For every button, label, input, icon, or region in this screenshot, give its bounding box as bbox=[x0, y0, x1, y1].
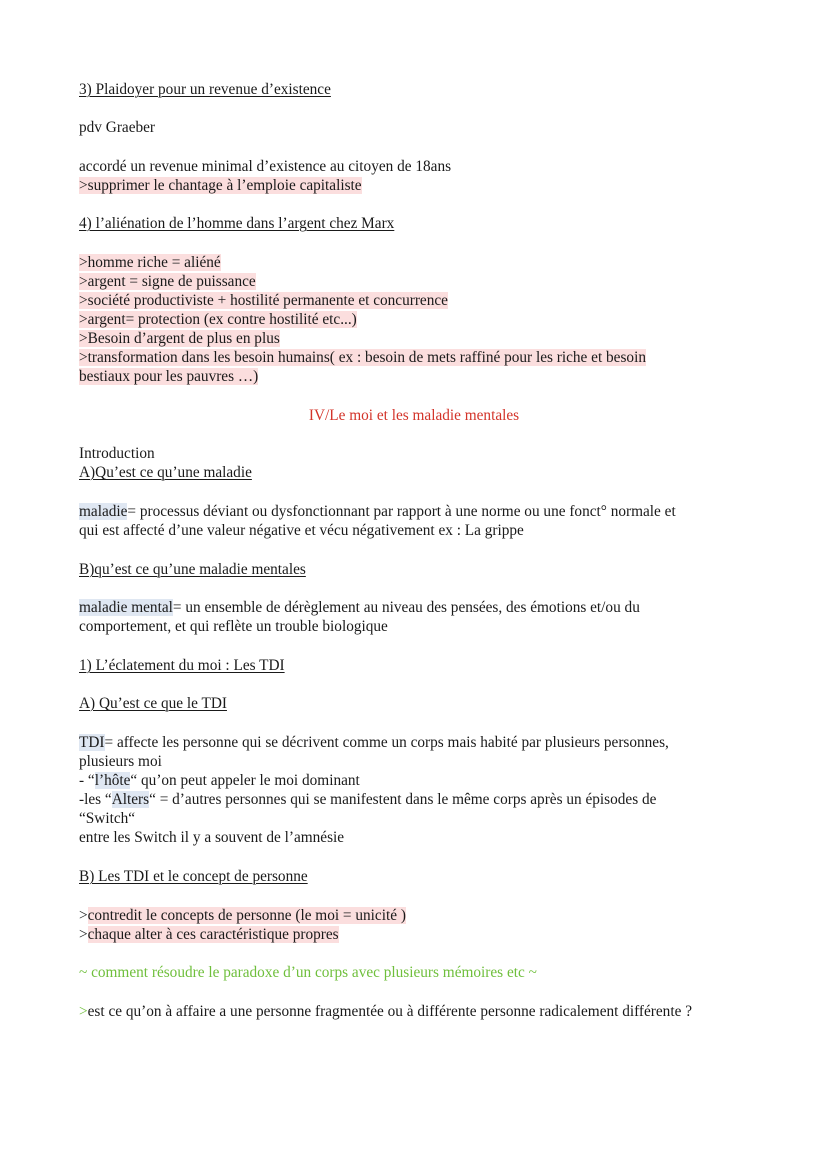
section-4-heading: 4) l’aliénation de l’homme dans l’argent chez Marx bbox=[79, 215, 395, 232]
term-highlight: Alters bbox=[111, 791, 150, 808]
highlight: >argent= protection (ex contre hostilité etc...) bbox=[79, 311, 357, 328]
text: > bbox=[79, 926, 88, 943]
highlight: >transformation dans les besoin humains( ex : besoin de mets raffiné pour les riche et besoin bbox=[79, 349, 646, 366]
term-highlight: maladie bbox=[79, 503, 128, 520]
highlight: contredit le concepts de personne (le moi = unicité ) bbox=[87, 907, 406, 924]
highlight: >Besoin d’argent de plus en plus bbox=[79, 330, 280, 347]
marx-line-4 bbox=[79, 310, 357, 329]
tdi-def-line-1 bbox=[79, 733, 669, 752]
marx-line-2 bbox=[79, 272, 256, 291]
revenue-line: accordé un revenue minimal d’existence au citoyen de 18ans bbox=[79, 158, 452, 175]
marx-line-6 bbox=[79, 348, 646, 367]
text: -les “ bbox=[79, 791, 112, 808]
marx-line-5 bbox=[79, 329, 280, 348]
hote-line bbox=[79, 771, 360, 790]
part-4-title: IV/Le moi et les maladie mentales bbox=[308, 407, 520, 424]
green-marker: > bbox=[79, 1003, 88, 1020]
pdv-line: pdv Graeber bbox=[79, 119, 156, 136]
text: “ qu’on peut appeler le moi dominant bbox=[130, 772, 360, 789]
introduction-label: Introduction bbox=[79, 445, 155, 462]
maladie-def-line-2: qui est affecté d’une valeur négative et vécu négativement ex : La grippe bbox=[79, 522, 524, 539]
personne-line-2 bbox=[79, 925, 339, 944]
marx-line-7 bbox=[79, 367, 258, 386]
definition-text: = processus déviant ou dysfonctionnant par rapport à une norme ou une fonct° normale et bbox=[127, 503, 676, 520]
term-highlight: maladie mental bbox=[79, 599, 173, 616]
tdi-section-heading: 1) L’éclatement du moi : Les TDI bbox=[79, 657, 285, 674]
text: est ce qu’on à affaire a une personne fragmentée ou à différente personne radicalement différente ? bbox=[87, 1003, 692, 1020]
marx-line-1 bbox=[79, 253, 221, 272]
tdi-a-heading: A) Qu’est ce que le TDI bbox=[79, 695, 227, 712]
marx-line-3 bbox=[79, 291, 448, 310]
maladie-heading: A)Qu’est ce qu’une maladie bbox=[79, 464, 252, 481]
mental-def-line-1 bbox=[79, 598, 640, 617]
definition-text: = affecte les personne qui se décrivent comme un corps mais habité par plusieurs personnes, bbox=[104, 734, 669, 751]
text: “ = d’autres personnes qui se manifestent dans le même corps après un épisodes de bbox=[149, 791, 657, 808]
mental-def-line-2: comportement, et qui reflète un trouble biologique bbox=[79, 618, 388, 635]
highlight: chaque alter à ces caractéristique propres bbox=[87, 926, 339, 943]
section-3-heading: 3) Plaidoyer pour un revenue d’existence bbox=[79, 81, 331, 98]
tdi-def-line-2: plusieurs moi bbox=[79, 753, 162, 770]
switch-line: “Switch“ bbox=[79, 810, 136, 827]
personne-line-1 bbox=[79, 906, 406, 925]
alters-line bbox=[79, 790, 656, 809]
term-highlight: TDI bbox=[79, 734, 105, 751]
text: - “ bbox=[79, 772, 95, 789]
highlight: >argent = signe de puissance bbox=[79, 273, 256, 290]
final-question bbox=[79, 1002, 692, 1021]
highlight: >homme riche = aliéné bbox=[79, 254, 221, 271]
maladie-mentale-heading: B)qu’est ce qu’une maladie mentales bbox=[79, 561, 306, 578]
maladie-def-line-1 bbox=[79, 502, 676, 521]
amnesie-line: entre les Switch il y a souvent de l’amnésie bbox=[79, 829, 345, 846]
paradox-question: ~ comment résoudre le paradoxe d’un corps avec plusieurs mémoires etc ~ bbox=[79, 964, 537, 981]
chantage-line bbox=[79, 176, 362, 195]
text: > bbox=[79, 907, 88, 924]
definition-text: = un ensemble de dérèglement au niveau des pensées, des émotions et/ou du bbox=[172, 599, 640, 616]
highlight: bestiaux pour les pauvres …) bbox=[79, 368, 259, 385]
term-highlight: l’hôte bbox=[94, 772, 131, 789]
highlight: >supprimer le chantage à l’emploie capitaliste bbox=[79, 177, 362, 194]
highlight: >société productiviste + hostilité permanente et concurrence bbox=[79, 292, 448, 309]
tdi-b-heading: B) Les TDI et le concept de personne bbox=[79, 868, 308, 885]
